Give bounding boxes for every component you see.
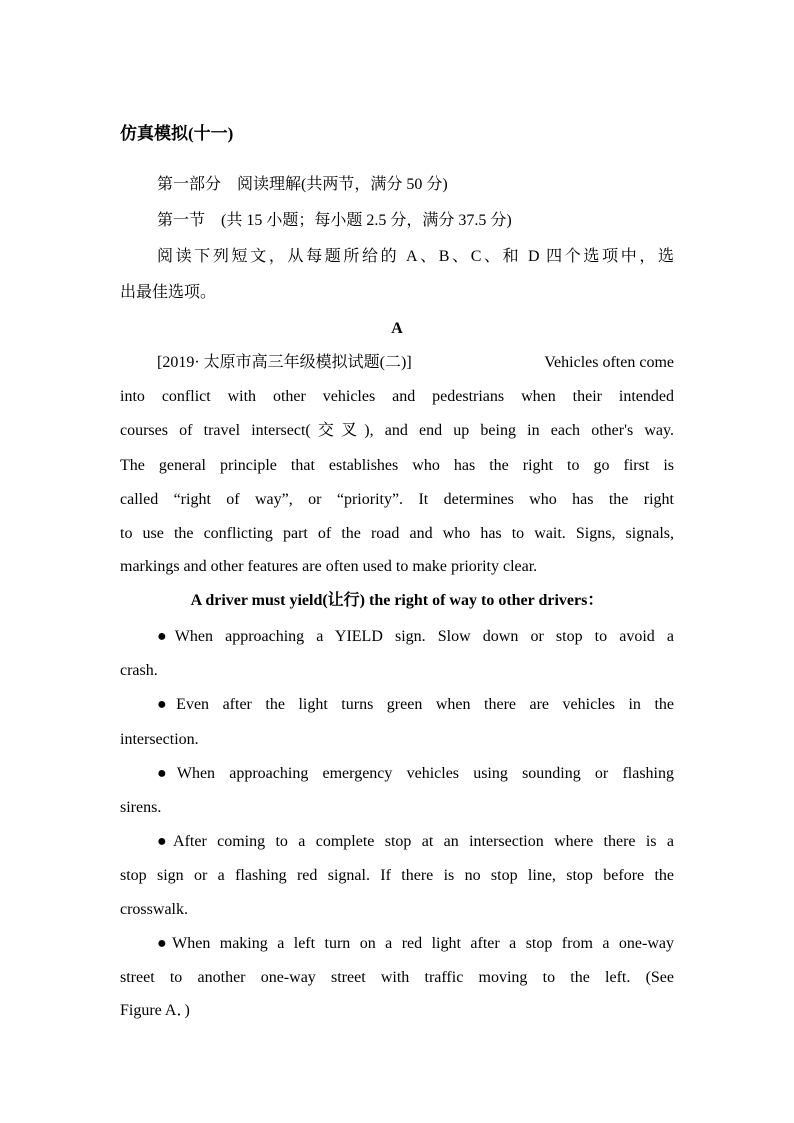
passage-line: called “right of way”, or “priority”. It determines who has the right	[120, 491, 674, 508]
bullet-line: stop sign or a flashing red signal. If there is no stop line, stop before the	[120, 867, 674, 884]
bullet-line: crash.	[120, 662, 158, 679]
bullet-line: ●When making a left turn on a red light after a stop from a one-way	[157, 935, 674, 952]
part-heading: 第一部分 阅读理解(共两节，满分 50 分)	[157, 176, 448, 193]
bullet-line: ●When approaching emergency vehicles using sounding or flashing	[157, 765, 674, 782]
bullet-line: ●After coming to a complete stop at an intersection where there is a	[157, 833, 674, 850]
bullet-line: sirens.	[120, 799, 162, 816]
passage-label: A	[391, 320, 403, 337]
passage-line: into conflict with other vehicles and pedestrians when their intended	[120, 388, 674, 405]
exam-title: 仿真模拟(十一)	[120, 124, 234, 143]
passage-line: The general principle that establishes who has the right to go first is	[120, 457, 674, 474]
instruction-line-1: 阅读下列短文，从每题所给的 A、B、C、和 D 四个选项中，选	[157, 248, 674, 265]
source-tag: [2019· 太原市高三年级模拟试题(二)]	[157, 354, 412, 371]
bullet-line: crosswalk.	[120, 901, 188, 918]
instruction-line-2: 出最佳选项。	[120, 284, 217, 301]
bullet-line: Figure A．)	[120, 1002, 190, 1019]
bullet-line: intersection.	[120, 731, 199, 748]
section-heading: 第一节 (共 15 小题；每小题 2.5 分，满分 37.5 分)	[157, 212, 512, 229]
bullet-line: ●Even after the light turns green when there are vehicles in the	[157, 696, 674, 713]
passage-line: markings and other features are often used to make priority clear.	[120, 558, 538, 575]
passage-first-line-text: Vehicles often come	[544, 354, 674, 371]
rule-heading: A driver must yield(让行) the right of way to other drivers：	[190, 592, 604, 609]
bullet-line: street to another one-way street with traffic moving to the left. (See	[120, 969, 674, 986]
passage-line: courses of travel intersect(交叉), and end up being in each other's way.	[120, 422, 674, 439]
passage-line: to use the conflicting part of the road and who has to wait. Signs, signals,	[120, 525, 674, 542]
bullet-line: ●When approaching a YIELD sign. Slow down or stop to avoid a	[157, 628, 674, 645]
